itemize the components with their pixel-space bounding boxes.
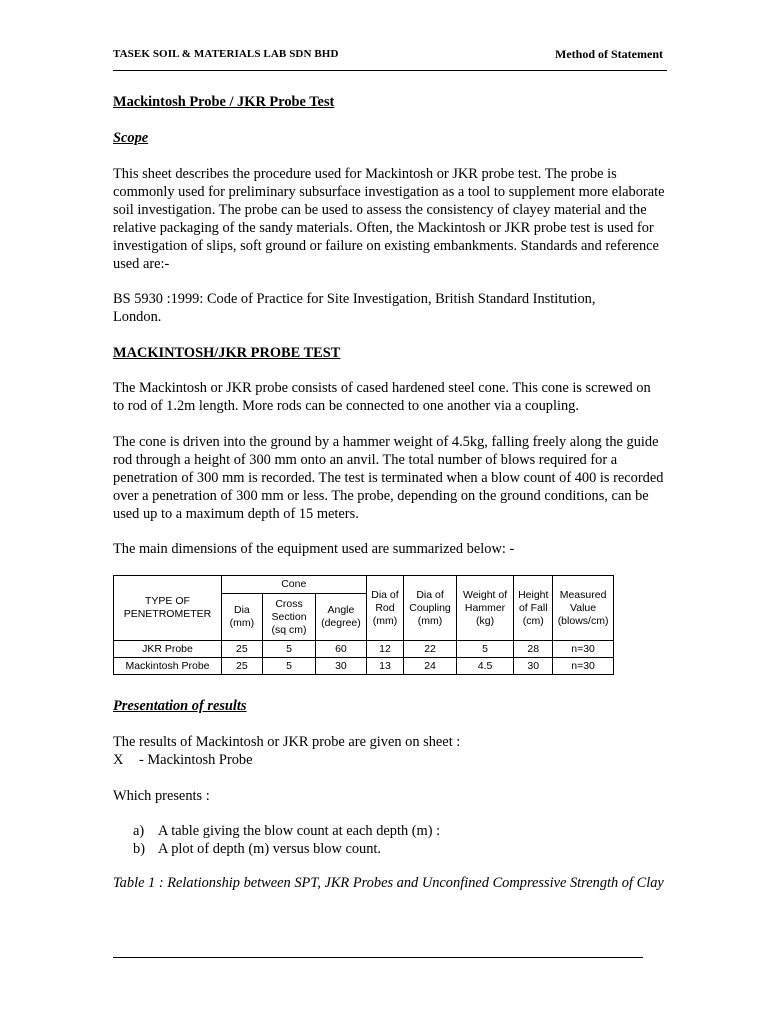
presentation-which: Which presents : (113, 788, 210, 804)
test-section-heading: MACKINTOSH/JKR PROBE TEST (113, 345, 341, 361)
sheet-line (113, 751, 673, 769)
test-paragraph-3: The main dimensions of the equipment used are summarized below: - (113, 541, 515, 557)
type-header: TYPE OF PENETROMETER (114, 576, 222, 641)
list-item-text: A plot of depth (m) versus blow count. (158, 841, 382, 857)
cell-measured: n=30 (553, 658, 614, 675)
cell-cross: 5 (262, 641, 315, 658)
cell-dia: 25 (221, 641, 262, 658)
cell-weight: 4.5 (456, 658, 514, 675)
table-row (114, 658, 614, 675)
cell-measured: n=30 (553, 641, 614, 658)
table-header-row (114, 576, 614, 594)
presentation-heading: Presentation of results (113, 698, 247, 714)
equipment-table (113, 575, 614, 675)
cell-dia: 25 (221, 658, 262, 675)
company-name: TASEK SOIL & MATERIALS LAB SDN BHD (113, 48, 339, 60)
sheet-value: - Mackintosh Probe (139, 752, 253, 768)
presentation-intro: The results of Mackintosh or JKR probe are given on sheet : (113, 734, 461, 750)
cell-height: 28 (514, 641, 553, 658)
measured-header: Measured Value (blows/cm) (553, 576, 614, 641)
cell-rod: 13 (366, 658, 404, 675)
list-item (133, 822, 440, 840)
footer-divider (113, 957, 643, 958)
weight-header: Weight of Hammer (kg) (456, 576, 514, 641)
list-item (133, 840, 381, 858)
list-item-label: a) (133, 823, 145, 839)
cell-angle: 60 (316, 641, 366, 658)
document-title: Mackintosh Probe / JKR Probe Test (113, 94, 335, 110)
dia-header: Dia (mm) (221, 594, 262, 641)
rod-header: Dia of Rod (mm) (366, 576, 404, 641)
cell-type: Mackintosh Probe (114, 658, 222, 675)
table-row (114, 641, 614, 658)
height-header: Height of Fall (cm) (514, 576, 553, 641)
scope-heading: Scope (113, 130, 149, 146)
page-header (113, 46, 667, 62)
cross-header: Cross Section (sq cm) (262, 594, 315, 641)
sheet-label: X (113, 752, 124, 768)
angle-header: Angle (degree) (316, 594, 366, 641)
document-type: Method of Statement (555, 47, 663, 61)
cell-angle: 30 (316, 658, 366, 675)
cell-type: JKR Probe (114, 641, 222, 658)
table-caption: Table 1 : Relationship between SPT, JKR Probes and Unconfined Compressive Strength of Clay (113, 875, 664, 891)
test-paragraph-2: The cone is driven into the ground by a hammer weight of 4.5kg, falling freely along the guide rod through a height of 300 mm onto an anvil. The total number of blows required for a penetration of 300 mm is recorded. The test is terminated when a blow count of 400 is recorded over a penetration of 300 mm or less. The probe, depending on the ground conditions, can be used up to a maximum depth of 15 meters. (113, 434, 664, 522)
header-divider (113, 70, 667, 71)
cell-cross: 5 (262, 658, 315, 675)
cell-height: 30 (514, 658, 553, 675)
cell-weight: 5 (456, 641, 514, 658)
scope-paragraph: This sheet describes the procedure used for Mackintosh or JKR probe test. The probe is commonly used for preliminary subsurface investigation as a tool to supplement more elaborate soil investigation. The probe can be used to assess the consistency of clayey material and the relative packaging of the sandy materials. Often, the Mackintosh or JKR probe test is used for investigation of slips, soft ground or failure on existing embankments. Standards and reference used are:- (113, 166, 665, 272)
coupling-header: Dia of Coupling (mm) (404, 576, 456, 641)
cell-coupling: 22 (404, 641, 456, 658)
reference-paragraph: BS 5930 :1999: Code of Practice for Site Investigation, British Standard Institution, London. (113, 291, 596, 325)
cell-rod: 12 (366, 641, 404, 658)
cell-coupling: 24 (404, 658, 456, 675)
cone-header: Cone (221, 576, 366, 594)
list-item-label: b) (133, 841, 145, 857)
list-item-text: A table giving the blow count at each depth (m) : (158, 823, 441, 839)
test-paragraph-1: The Mackintosh or JKR probe consists of cased hardened steel cone. This cone is screwed on to rod of 1.2m length. More rods can be connected to one another via a coupling. (113, 380, 651, 414)
